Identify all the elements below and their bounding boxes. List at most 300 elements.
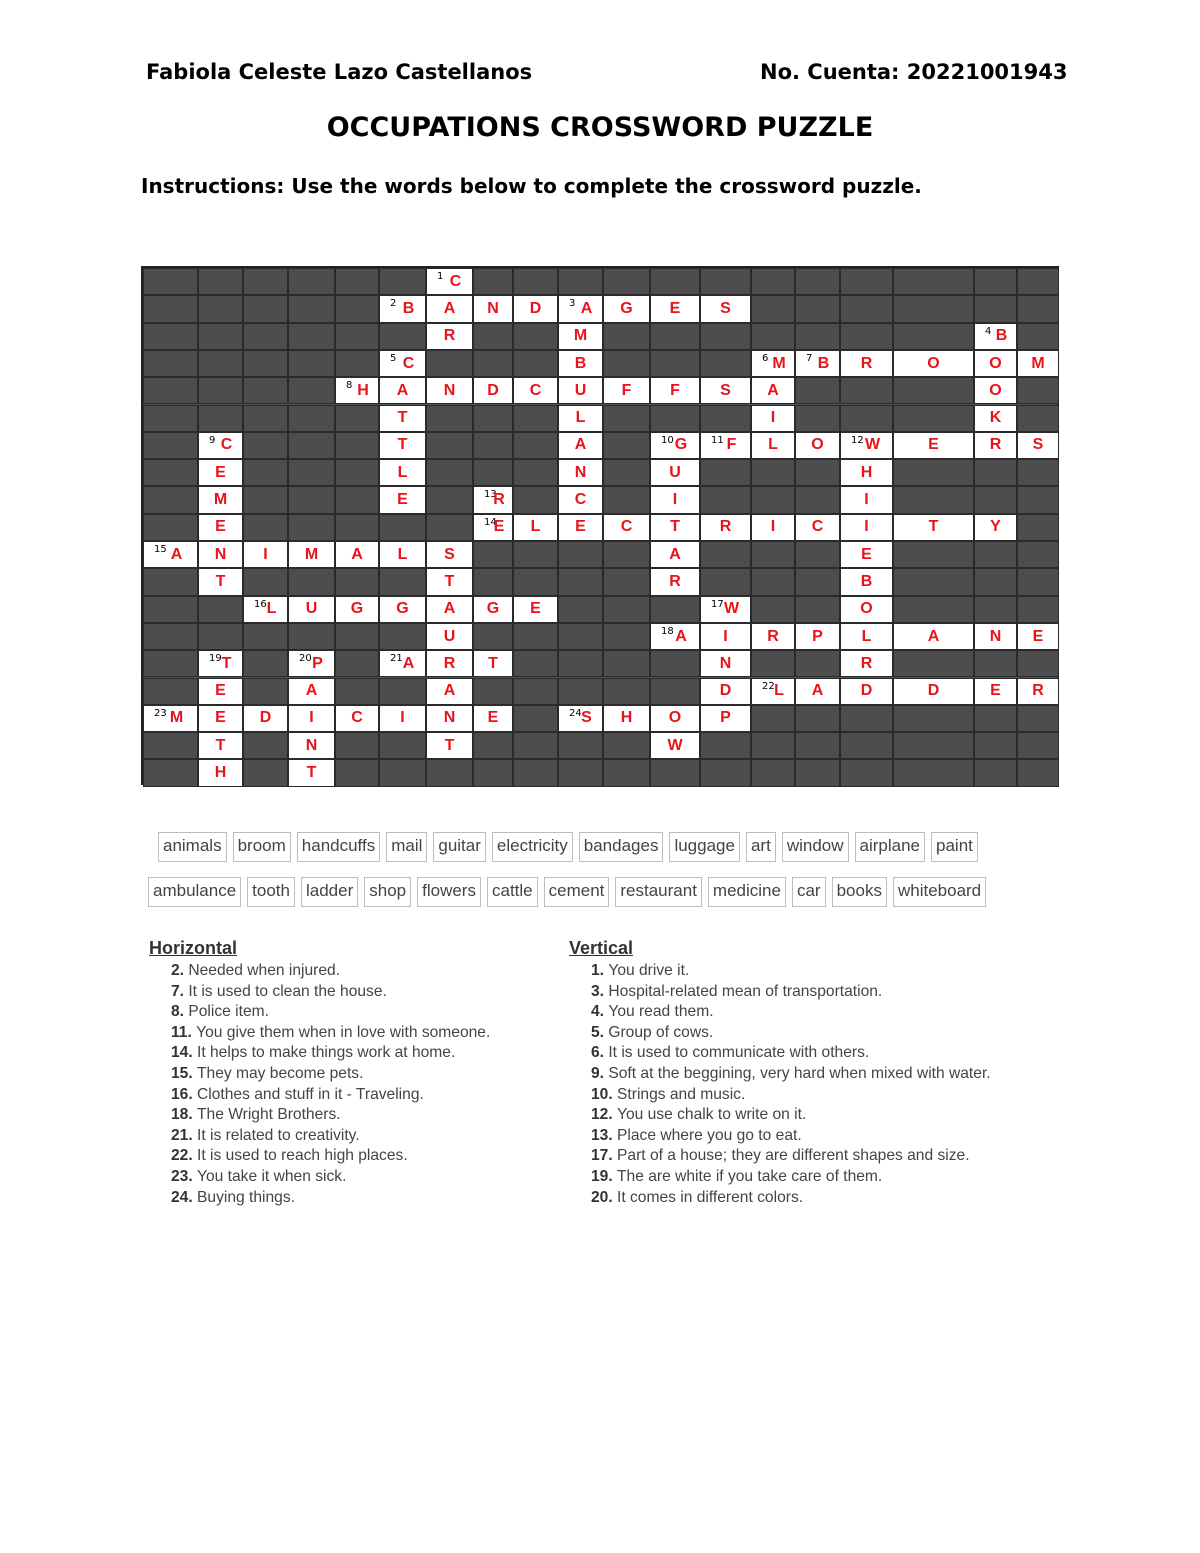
cell-letter: P [812, 627, 823, 645]
cell-letter: I [263, 545, 268, 563]
cell-letter: T [306, 764, 317, 782]
crossword-block [288, 623, 335, 650]
clue-item-text: Buying things. [197, 1188, 295, 1206]
cell-letter: C [449, 272, 462, 290]
clue-item [569, 1064, 991, 1085]
cell-letter: D [487, 381, 499, 399]
crossword-block [198, 596, 243, 623]
instructions: Instructions: Use the words below to complete the crossword puzzle. [141, 174, 922, 198]
cell-letter: L [768, 436, 778, 454]
cell-letter: K [989, 409, 1002, 427]
crossword-block [243, 486, 288, 513]
crossword-block [243, 405, 288, 432]
crossword-cell [603, 514, 650, 541]
crossword-cell [473, 596, 513, 623]
cell-letter: M [213, 491, 228, 509]
clue-item-text: Hospital-related mean of transportation. [608, 982, 883, 1000]
cell-letter: B [402, 299, 415, 317]
clue-item-number: 22. [171, 1147, 198, 1165]
crossword-block [700, 323, 751, 350]
clue-item [149, 1188, 490, 1209]
cell-letter: T [221, 654, 232, 672]
cell-letter: I [864, 491, 869, 509]
clue-item [569, 961, 991, 982]
crossword-cell [426, 705, 473, 732]
crossword-block [243, 323, 288, 350]
crossword-block [513, 459, 558, 486]
word-bank-item: car [792, 877, 826, 907]
cell-letter: L [530, 518, 541, 536]
cell-letter: W [723, 600, 740, 618]
crossword-cell [650, 459, 700, 486]
cell-letter: A [443, 682, 456, 700]
crossword-cell [335, 541, 379, 568]
crossword-cell [893, 514, 974, 541]
cell-letter: T [444, 572, 455, 590]
crossword-block [795, 541, 840, 568]
clue-number: 6 [762, 352, 769, 364]
crossword-block [603, 350, 650, 377]
crossword-block [603, 759, 650, 786]
crossword-cell [379, 486, 426, 513]
crossword-cell [1017, 350, 1059, 377]
crossword-block [473, 323, 513, 350]
crossword-block [893, 268, 974, 295]
crossword-block [379, 732, 426, 759]
clue-item-number: 7. [171, 982, 189, 1000]
crossword-block [335, 432, 379, 459]
clue-item [149, 1146, 490, 1167]
crossword-block [1017, 541, 1059, 568]
crossword-cell [558, 377, 603, 404]
clue-item-number: 3. [591, 982, 609, 1000]
crossword-cell [650, 541, 700, 568]
cell-letter: T [397, 409, 408, 427]
crossword-block [473, 350, 513, 377]
clue-item-text: The are white if you take care of them. [617, 1167, 883, 1185]
crossword-block [974, 705, 1017, 732]
crossword-block [1017, 759, 1059, 786]
crossword-cell [558, 432, 603, 459]
clue-item-number: 11. [171, 1023, 197, 1041]
crossword-block [379, 568, 426, 595]
crossword-cell [513, 295, 558, 322]
crossword-block [513, 732, 558, 759]
cell-letter: G [486, 600, 500, 618]
word-bank-item: restaurant [615, 877, 702, 907]
crossword-cell [650, 514, 700, 541]
crossword-cell [288, 596, 335, 623]
cell-letter: R [767, 627, 779, 645]
cell-letter: B [860, 572, 873, 590]
clue-item-text: Needed when injured. [188, 962, 341, 979]
crossword-block [243, 268, 288, 295]
word-bank-item: art [746, 832, 776, 862]
crossword-grid [141, 266, 1059, 785]
clue-item-text: Police item. [188, 1003, 269, 1021]
crossword-block [603, 405, 650, 432]
crossword-block [513, 323, 558, 350]
crossword-block [650, 350, 700, 377]
crossword-cell [893, 678, 974, 705]
crossword-cell [650, 295, 700, 322]
crossword-cell [243, 541, 288, 568]
crossword-cell [650, 377, 700, 404]
crossword-block [288, 486, 335, 513]
crossword-block [700, 568, 751, 595]
cell-letter: I [672, 491, 678, 509]
crossword-cell [198, 650, 243, 677]
crossword-block [751, 486, 795, 513]
cell-letter: T [670, 518, 680, 536]
clue-item [149, 1085, 490, 1106]
crossword-block [650, 596, 700, 623]
clue-item [569, 1105, 991, 1126]
crossword-block [751, 650, 795, 677]
crossword-block [513, 568, 558, 595]
clue-item [149, 982, 490, 1003]
clue-item-text: Place where you go to eat. [617, 1126, 802, 1144]
cell-letter: T [215, 572, 226, 590]
crossword-cell [751, 377, 795, 404]
crossword-block [335, 623, 379, 650]
crossword-block [974, 732, 1017, 759]
crossword-block [426, 432, 473, 459]
cell-letter: O [668, 709, 682, 727]
crossword-cell [335, 596, 379, 623]
crossword-block [751, 732, 795, 759]
crossword-block [335, 732, 379, 759]
cell-letter: W [667, 736, 683, 754]
crossword-cell [603, 295, 650, 322]
crossword-cell [700, 705, 751, 732]
crossword-block [426, 459, 473, 486]
crossword-block [198, 405, 243, 432]
crossword-block [603, 486, 650, 513]
crossword-cell [473, 486, 513, 513]
cell-letter: A [443, 299, 456, 317]
crossword-block [473, 623, 513, 650]
cell-letter: H [620, 709, 633, 727]
crossword-block [1017, 377, 1059, 404]
word-bank-item: ambulance [148, 877, 241, 907]
crossword-block [751, 541, 795, 568]
clue-item [149, 1023, 490, 1044]
crossword-block [603, 650, 650, 677]
crossword-block [1017, 568, 1059, 595]
clue-number: 3 [569, 298, 576, 310]
crossword-cell [513, 596, 558, 623]
crossword-cell [426, 678, 473, 705]
crossword-block [1017, 405, 1059, 432]
cell-letter: L [397, 463, 408, 481]
cell-letter: O [927, 354, 940, 372]
clue-item [149, 1064, 490, 1085]
clue-number: 23 [154, 707, 167, 719]
cell-letter: P [312, 654, 323, 672]
cell-letter: G [620, 299, 633, 317]
crossword-block [558, 650, 603, 677]
clue-number: 7 [806, 352, 813, 364]
word-bank-item: ladder [301, 877, 358, 907]
crossword-block [426, 759, 473, 786]
crossword-block [650, 678, 700, 705]
crossword-block [893, 459, 974, 486]
clue-number: 14 [484, 516, 497, 528]
cell-letter: R [669, 572, 681, 590]
crossword-block [143, 268, 198, 295]
crossword-block [143, 405, 198, 432]
crossword-block [795, 459, 840, 486]
crossword-block [198, 350, 243, 377]
clue-item [569, 1167, 991, 1188]
cell-letter: D [860, 682, 873, 700]
clue-item-text: It comes in different colors. [617, 1188, 804, 1206]
clue-number: 12 [851, 434, 864, 446]
crossword-block [243, 568, 288, 595]
crossword-block [751, 568, 795, 595]
crossword-cell [840, 650, 893, 677]
crossword-block [243, 650, 288, 677]
clue-item-text: You take it when sick. [197, 1167, 347, 1185]
crossword-block [1017, 514, 1059, 541]
crossword-cell [558, 350, 603, 377]
cell-letter: S [444, 545, 455, 563]
cell-letter: R [719, 518, 732, 536]
crossword-block [558, 268, 603, 295]
crossword-cell [700, 623, 751, 650]
clue-item-number: 13. [591, 1126, 618, 1144]
crossword-cell [379, 432, 426, 459]
crossword-block [335, 486, 379, 513]
crossword-block [558, 568, 603, 595]
word-bank-item: window [782, 832, 849, 862]
clue-number: 19 [209, 653, 222, 665]
crossword-block [840, 705, 893, 732]
crossword-block [700, 759, 751, 786]
crossword-block [473, 405, 513, 432]
clue-number: 18 [661, 625, 674, 637]
crossword-block [143, 568, 198, 595]
crossword-block [143, 432, 198, 459]
crossword-cell [288, 678, 335, 705]
crossword-block [603, 678, 650, 705]
cell-letter: E [215, 709, 226, 727]
cell-letter: I [770, 518, 776, 536]
crossword-cell [700, 678, 751, 705]
crossword-cell [379, 705, 426, 732]
cell-letter: B [817, 354, 830, 372]
crossword-block [1017, 295, 1059, 322]
crossword-cell [751, 623, 795, 650]
crossword-cell [840, 541, 893, 568]
crossword-block [558, 623, 603, 650]
crossword-block [243, 459, 288, 486]
crossword-cell [893, 432, 974, 459]
crossword-block [974, 459, 1017, 486]
crossword-block [473, 541, 513, 568]
crossword-block [335, 350, 379, 377]
crossword-block [1017, 323, 1059, 350]
cell-letter: U [443, 627, 456, 645]
crossword-cell [198, 759, 243, 786]
crossword-block [840, 377, 893, 404]
crossword-cell [650, 568, 700, 595]
clue-item-number: 21. [171, 1126, 198, 1144]
cell-letter: S [1032, 436, 1044, 454]
crossword-block [650, 268, 700, 295]
crossword-block [840, 268, 893, 295]
crossword-block [650, 405, 700, 432]
crossword-block [379, 623, 426, 650]
clue-number: 16 [254, 598, 267, 610]
crossword-block [335, 514, 379, 541]
cell-letter: U [669, 463, 681, 481]
crossword-cell [426, 650, 473, 677]
crossword-cell [700, 596, 751, 623]
clue-item-number: 9. [591, 1064, 609, 1082]
cell-letter: A [675, 627, 687, 645]
cell-letter: S [720, 381, 731, 399]
crossword-cell [974, 678, 1017, 705]
crossword-block [603, 596, 650, 623]
cell-letter: R [493, 491, 505, 509]
cell-letter: B [574, 354, 587, 372]
cell-letter: E [669, 299, 681, 317]
crossword-block [473, 678, 513, 705]
crossword-block [751, 459, 795, 486]
crossword-cell [974, 405, 1017, 432]
crossword-cell [426, 541, 473, 568]
clue-item-text: It is used to communicate with others. [608, 1044, 870, 1062]
crossword-block [513, 405, 558, 432]
crossword-block [700, 268, 751, 295]
crossword-block [1017, 732, 1059, 759]
clue-number: 8 [346, 380, 353, 392]
crossword-block [558, 678, 603, 705]
clue-item-number: 8. [171, 1003, 189, 1021]
student-name: Fabiola Celeste Lazo Castellanos [146, 60, 533, 84]
cell-letter: C [529, 381, 542, 399]
clue-item [569, 1085, 991, 1106]
crossword-cell [473, 650, 513, 677]
crossword-cell [974, 432, 1017, 459]
crossword-cell [1017, 432, 1059, 459]
crossword-block [700, 486, 751, 513]
crossword-block [795, 323, 840, 350]
crossword-block [379, 759, 426, 786]
clue-number: 13 [484, 489, 497, 501]
crossword-cell [840, 514, 893, 541]
crossword-block [795, 377, 840, 404]
crossword-block [198, 295, 243, 322]
cell-letter: H [860, 463, 873, 481]
crossword-cell [558, 514, 603, 541]
crossword-block [143, 486, 198, 513]
crossword-block [288, 377, 335, 404]
crossword-cell [751, 678, 795, 705]
crossword-block [603, 459, 650, 486]
cell-letter: Y [990, 518, 1001, 536]
cell-letter: C [220, 436, 233, 454]
crossword-cell [335, 377, 379, 404]
crossword-block [558, 759, 603, 786]
crossword-cell [795, 432, 840, 459]
crossword-block [198, 377, 243, 404]
clue-number: 15 [154, 544, 167, 555]
crossword-block [795, 759, 840, 786]
crossword-block [558, 541, 603, 568]
crossword-block [143, 650, 198, 677]
crossword-block [243, 514, 288, 541]
cell-letter: E [990, 682, 1001, 700]
horizontal-clues [149, 938, 490, 1208]
cell-letter: M [573, 327, 588, 345]
crossword-block [893, 759, 974, 786]
crossword-cell [650, 486, 700, 513]
crossword-block [473, 759, 513, 786]
cell-letter: R [860, 654, 873, 672]
crossword-cell [650, 623, 700, 650]
crossword-block [751, 596, 795, 623]
crossword-block [335, 323, 379, 350]
crossword-block [650, 650, 700, 677]
crossword-block [795, 268, 840, 295]
crossword-cell [198, 514, 243, 541]
crossword-cell [426, 732, 473, 759]
crossword-cell [974, 323, 1017, 350]
clue-item [569, 1023, 991, 1044]
clue-number: 5 [390, 352, 397, 364]
cell-letter: H [357, 381, 369, 399]
crossword-cell [243, 705, 288, 732]
crossword-block [513, 678, 558, 705]
crossword-block [603, 432, 650, 459]
crossword-block [650, 323, 700, 350]
crossword-cell [840, 568, 893, 595]
cell-letter: E [215, 518, 226, 536]
crossword-block [513, 623, 558, 650]
horizontal-heading: Horizontal [149, 938, 237, 958]
crossword-block [143, 759, 198, 786]
cell-letter: A [443, 600, 456, 618]
crossword-cell [288, 759, 335, 786]
clue-number: 4 [985, 325, 992, 337]
cell-letter: U [574, 381, 587, 399]
word-bank-item: broom [233, 832, 291, 862]
crossword-cell [974, 377, 1017, 404]
crossword-cell [426, 323, 473, 350]
crossword-block [198, 268, 243, 295]
crossword-block [143, 732, 198, 759]
clue-item-text: Group of cows. [608, 1023, 714, 1041]
cell-letter: F [621, 381, 632, 399]
cell-letter: A [767, 381, 779, 399]
crossword-block [288, 568, 335, 595]
crossword-block [893, 596, 974, 623]
word-bank-item: airplane [855, 832, 926, 862]
crossword-block [198, 623, 243, 650]
crossword-block [603, 623, 650, 650]
clue-item [569, 982, 991, 1003]
cell-letter: O [811, 436, 824, 454]
crossword-block [751, 268, 795, 295]
crossword-block [473, 568, 513, 595]
crossword-cell [974, 350, 1017, 377]
cell-letter: L [861, 627, 872, 645]
cell-letter: G [396, 600, 409, 618]
clue-number: 21 [390, 653, 403, 665]
